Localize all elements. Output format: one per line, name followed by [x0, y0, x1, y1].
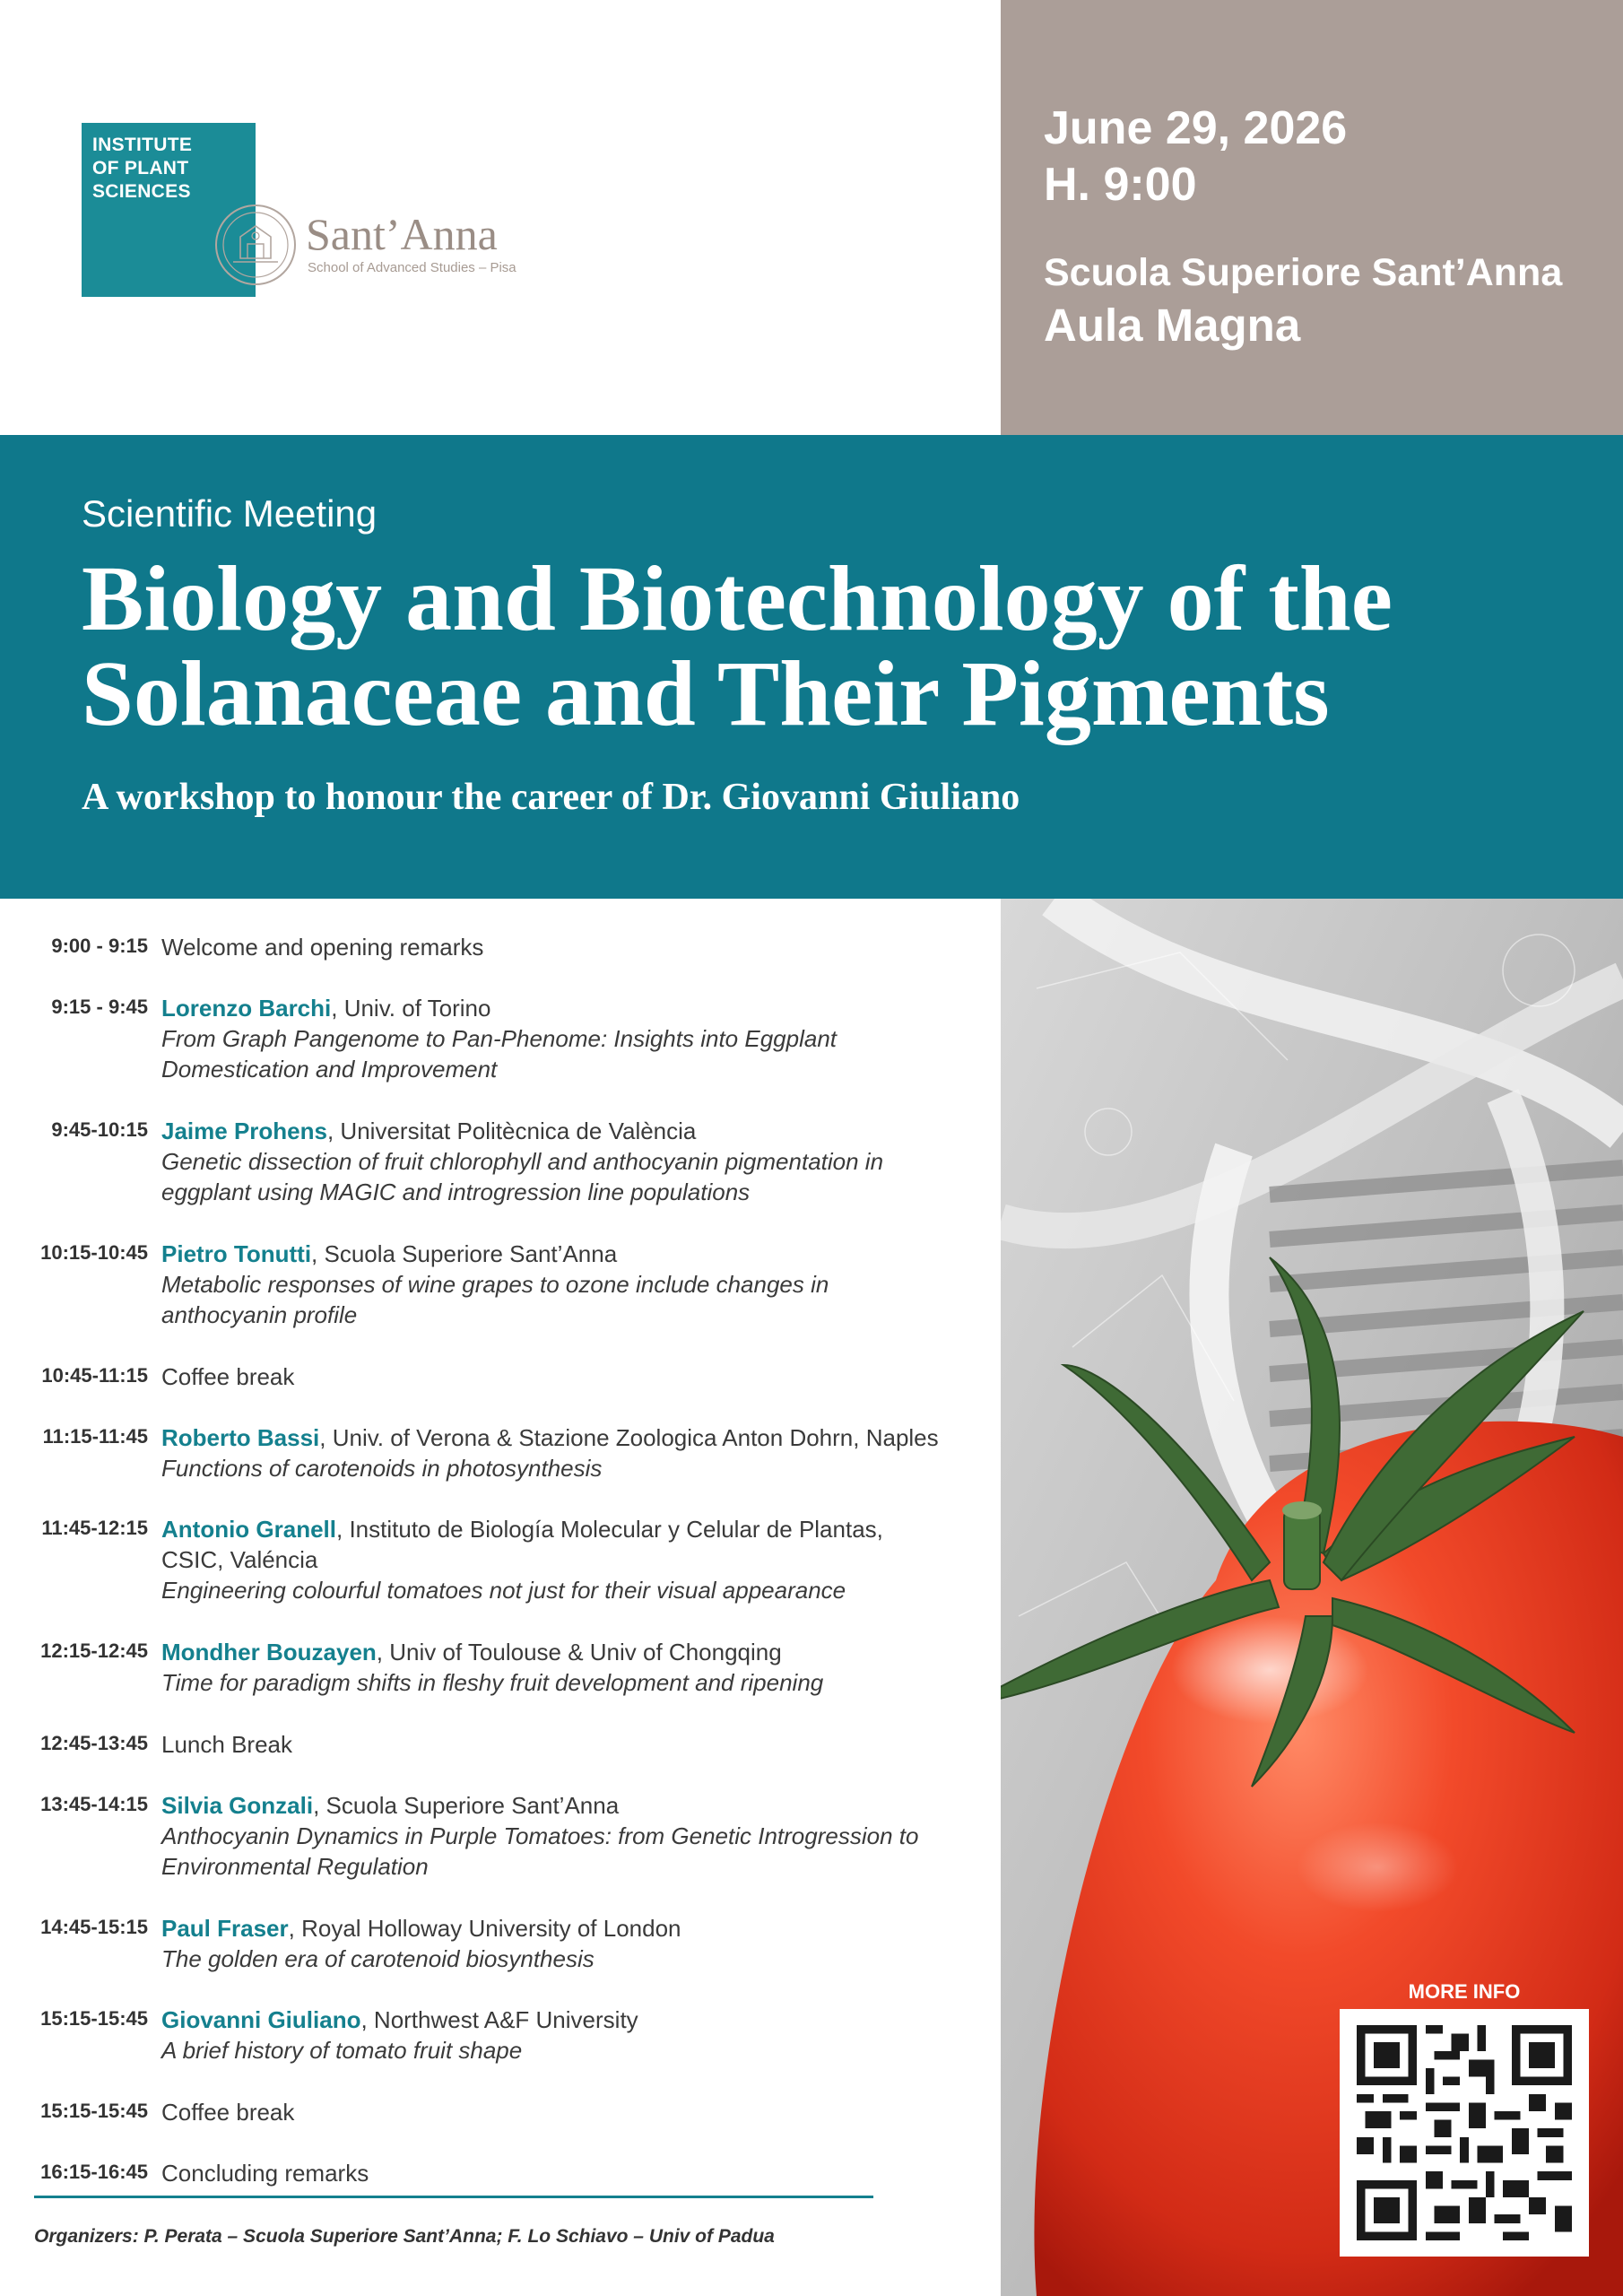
session-time: 11:45-12:15 [41, 1517, 148, 1539]
speaker-affiliation: , Univ of Toulouse & Univ of Chongqing [376, 1639, 782, 1665]
talk-title-line: Metabolic responses of wine grapes to ozone include changes in [161, 1271, 829, 1298]
event-info-panel [1001, 0, 1623, 435]
speaker-affiliation: , Scuola Superiore Sant’Anna [313, 1792, 620, 1819]
speaker-name: Paul Fraser [161, 1915, 289, 1942]
meeting-title-line: Solanaceae and Their Pigments [82, 642, 1330, 745]
session-text: Coffee break [161, 2099, 295, 2126]
meeting-kicker: Scientific Meeting [82, 492, 378, 535]
speaker-name: Jaime Prohens [161, 1118, 327, 1144]
session-entry [161, 1361, 1004, 1392]
session-text: Welcome and opening remarks [161, 934, 484, 961]
event-date: June 29, 2026 [1044, 102, 1348, 154]
session-entry [161, 1514, 1004, 1605]
speaker-affiliation: , Instituto de Biología Molecular y Celular de Plantas, [336, 1516, 883, 1543]
session-entry [161, 1913, 1004, 1974]
event-hall: Aula Magna [1044, 300, 1301, 351]
speaker-name: Lorenzo Barchi [161, 995, 332, 1022]
more-info-label: MORE INFO [1408, 1980, 1521, 2003]
school-name: Sant’Anna [306, 209, 498, 259]
meeting-title-line: Biology and Biotechnology of the [82, 547, 1393, 650]
talk-title-line: Functions of carotenoids in photosynthesis [161, 1455, 603, 1482]
session-time: 14:45-15:15 [40, 1916, 148, 1938]
session-time: 10:15-10:45 [40, 1241, 148, 1264]
speaker-name: Antonio Granell [161, 1516, 336, 1543]
speaker-affiliation: , Univ. of Verona & Stazione Zoologica Anton Dohrn, Naples [319, 1424, 939, 1451]
session-entry [161, 1239, 1004, 1330]
speaker-name: Pietro Tonutti [161, 1240, 312, 1267]
speaker-affiliation: , Scuola Superiore Sant’Anna [311, 1240, 618, 1267]
talk-title-line: The golden era of carotenoid biosynthesis [161, 1945, 595, 1972]
speaker-affiliation: , Univ. of Torino [331, 995, 491, 1022]
talk-title-line: A brief history of tomato fruit shape [161, 2037, 523, 2064]
speaker-name: Roberto Bassi [161, 1424, 320, 1451]
institute-logo-line: INSTITUTE [92, 135, 193, 155]
speaker-name: Giovanni Giuliano [161, 2006, 361, 2033]
session-time: 11:15-11:45 [42, 1425, 148, 1448]
header-logo-area [0, 0, 1001, 435]
footer-divider [34, 2196, 873, 2198]
speaker-affiliation-line: CSIC, Valéncia [161, 1546, 318, 1573]
speaker-name: Mondher Bouzayen [161, 1639, 377, 1665]
speaker-name: Silvia Gonzali [161, 1792, 314, 1819]
meeting-title [82, 547, 1606, 745]
talk-title-line: Domestication and Improvement [161, 1056, 498, 1083]
qr-code[interactable] [1340, 2009, 1589, 2257]
session-time: 9:00 - 9:15 [51, 935, 148, 957]
event-venue: Scuola Superiore Sant’Anna [1044, 251, 1563, 294]
session-text: Coffee break [161, 1363, 295, 1390]
talk-title-line: anthocyanin profile [161, 1301, 358, 1328]
session-time: 13:45-14:15 [40, 1793, 148, 1815]
session-entry [161, 2097, 1004, 2127]
session-time: 15:15-15:45 [40, 2100, 148, 2122]
session-entry [161, 1422, 1004, 1483]
session-text: Lunch Break [161, 1731, 292, 1758]
session-entry [161, 1790, 1004, 1882]
school-seal-icon [213, 203, 298, 287]
talk-title-line: Time for paradigm shifts in fleshy fruit development and ripening [161, 1669, 824, 1696]
session-entry [161, 1637, 1004, 1698]
speaker-affiliation: , Royal Holloway University of London [288, 1915, 681, 1942]
speaker-affiliation: , Northwest A&F University [360, 2006, 638, 2033]
session-time: 12:15-12:45 [40, 1639, 148, 1662]
session-entry [161, 2005, 1004, 2066]
school-subtitle: School of Advanced Studies – Pisa [308, 260, 516, 275]
talk-title-line: Engineering colourful tomatoes not just for their visual appearance [161, 1577, 846, 1604]
talk-title-line: Genetic dissection of fruit chlorophyll and anthocyanin pigmentation in [161, 1148, 884, 1175]
session-entry [161, 2158, 1004, 2188]
session-entry [161, 1729, 1004, 1760]
event-time: H. 9:00 [1044, 159, 1197, 211]
talk-title-line: eggplant using MAGIC and introgression line populations [161, 1178, 751, 1205]
session-time: 9:15 - 9:45 [51, 996, 148, 1018]
session-entry [161, 932, 1004, 962]
session-time: 9:45-10:15 [51, 1118, 148, 1141]
talk-title-line: Anthocyanin Dynamics in Purple Tomatoes: from Genetic Introgression to [161, 1822, 919, 1849]
title-banner [0, 435, 1623, 899]
session-time: 15:15-15:45 [40, 2007, 148, 2030]
talk-title-line: Environmental Regulation [161, 1853, 429, 1880]
session-time: 16:15-16:45 [40, 2161, 148, 2183]
talk-title-line: From Graph Pangenome to Pan-Phenome: Insights into Eggplant [161, 1025, 837, 1052]
session-entry [161, 1116, 1004, 1207]
session-time: 12:45-13:45 [40, 1732, 148, 1754]
session-time: 10:45-11:15 [41, 1364, 148, 1387]
session-entry [161, 993, 1004, 1084]
meeting-subtitle: A workshop to honour the career of Dr. Giovanni Giuliano [82, 777, 1020, 818]
qr-code-icon [1356, 2025, 1573, 2240]
session-text: Concluding remarks [161, 2160, 369, 2187]
speaker-affiliation: , Universitat Politècnica de València [326, 1118, 697, 1144]
organizers-line: Organizers: P. Perata – Scuola Superiore Sant’Anna; F. Lo Schiavo – Univ of Padua [34, 2226, 775, 2247]
institute-logo-line: OF PLANT [92, 158, 189, 178]
institute-logo-line: SCIENCES [92, 181, 191, 202]
